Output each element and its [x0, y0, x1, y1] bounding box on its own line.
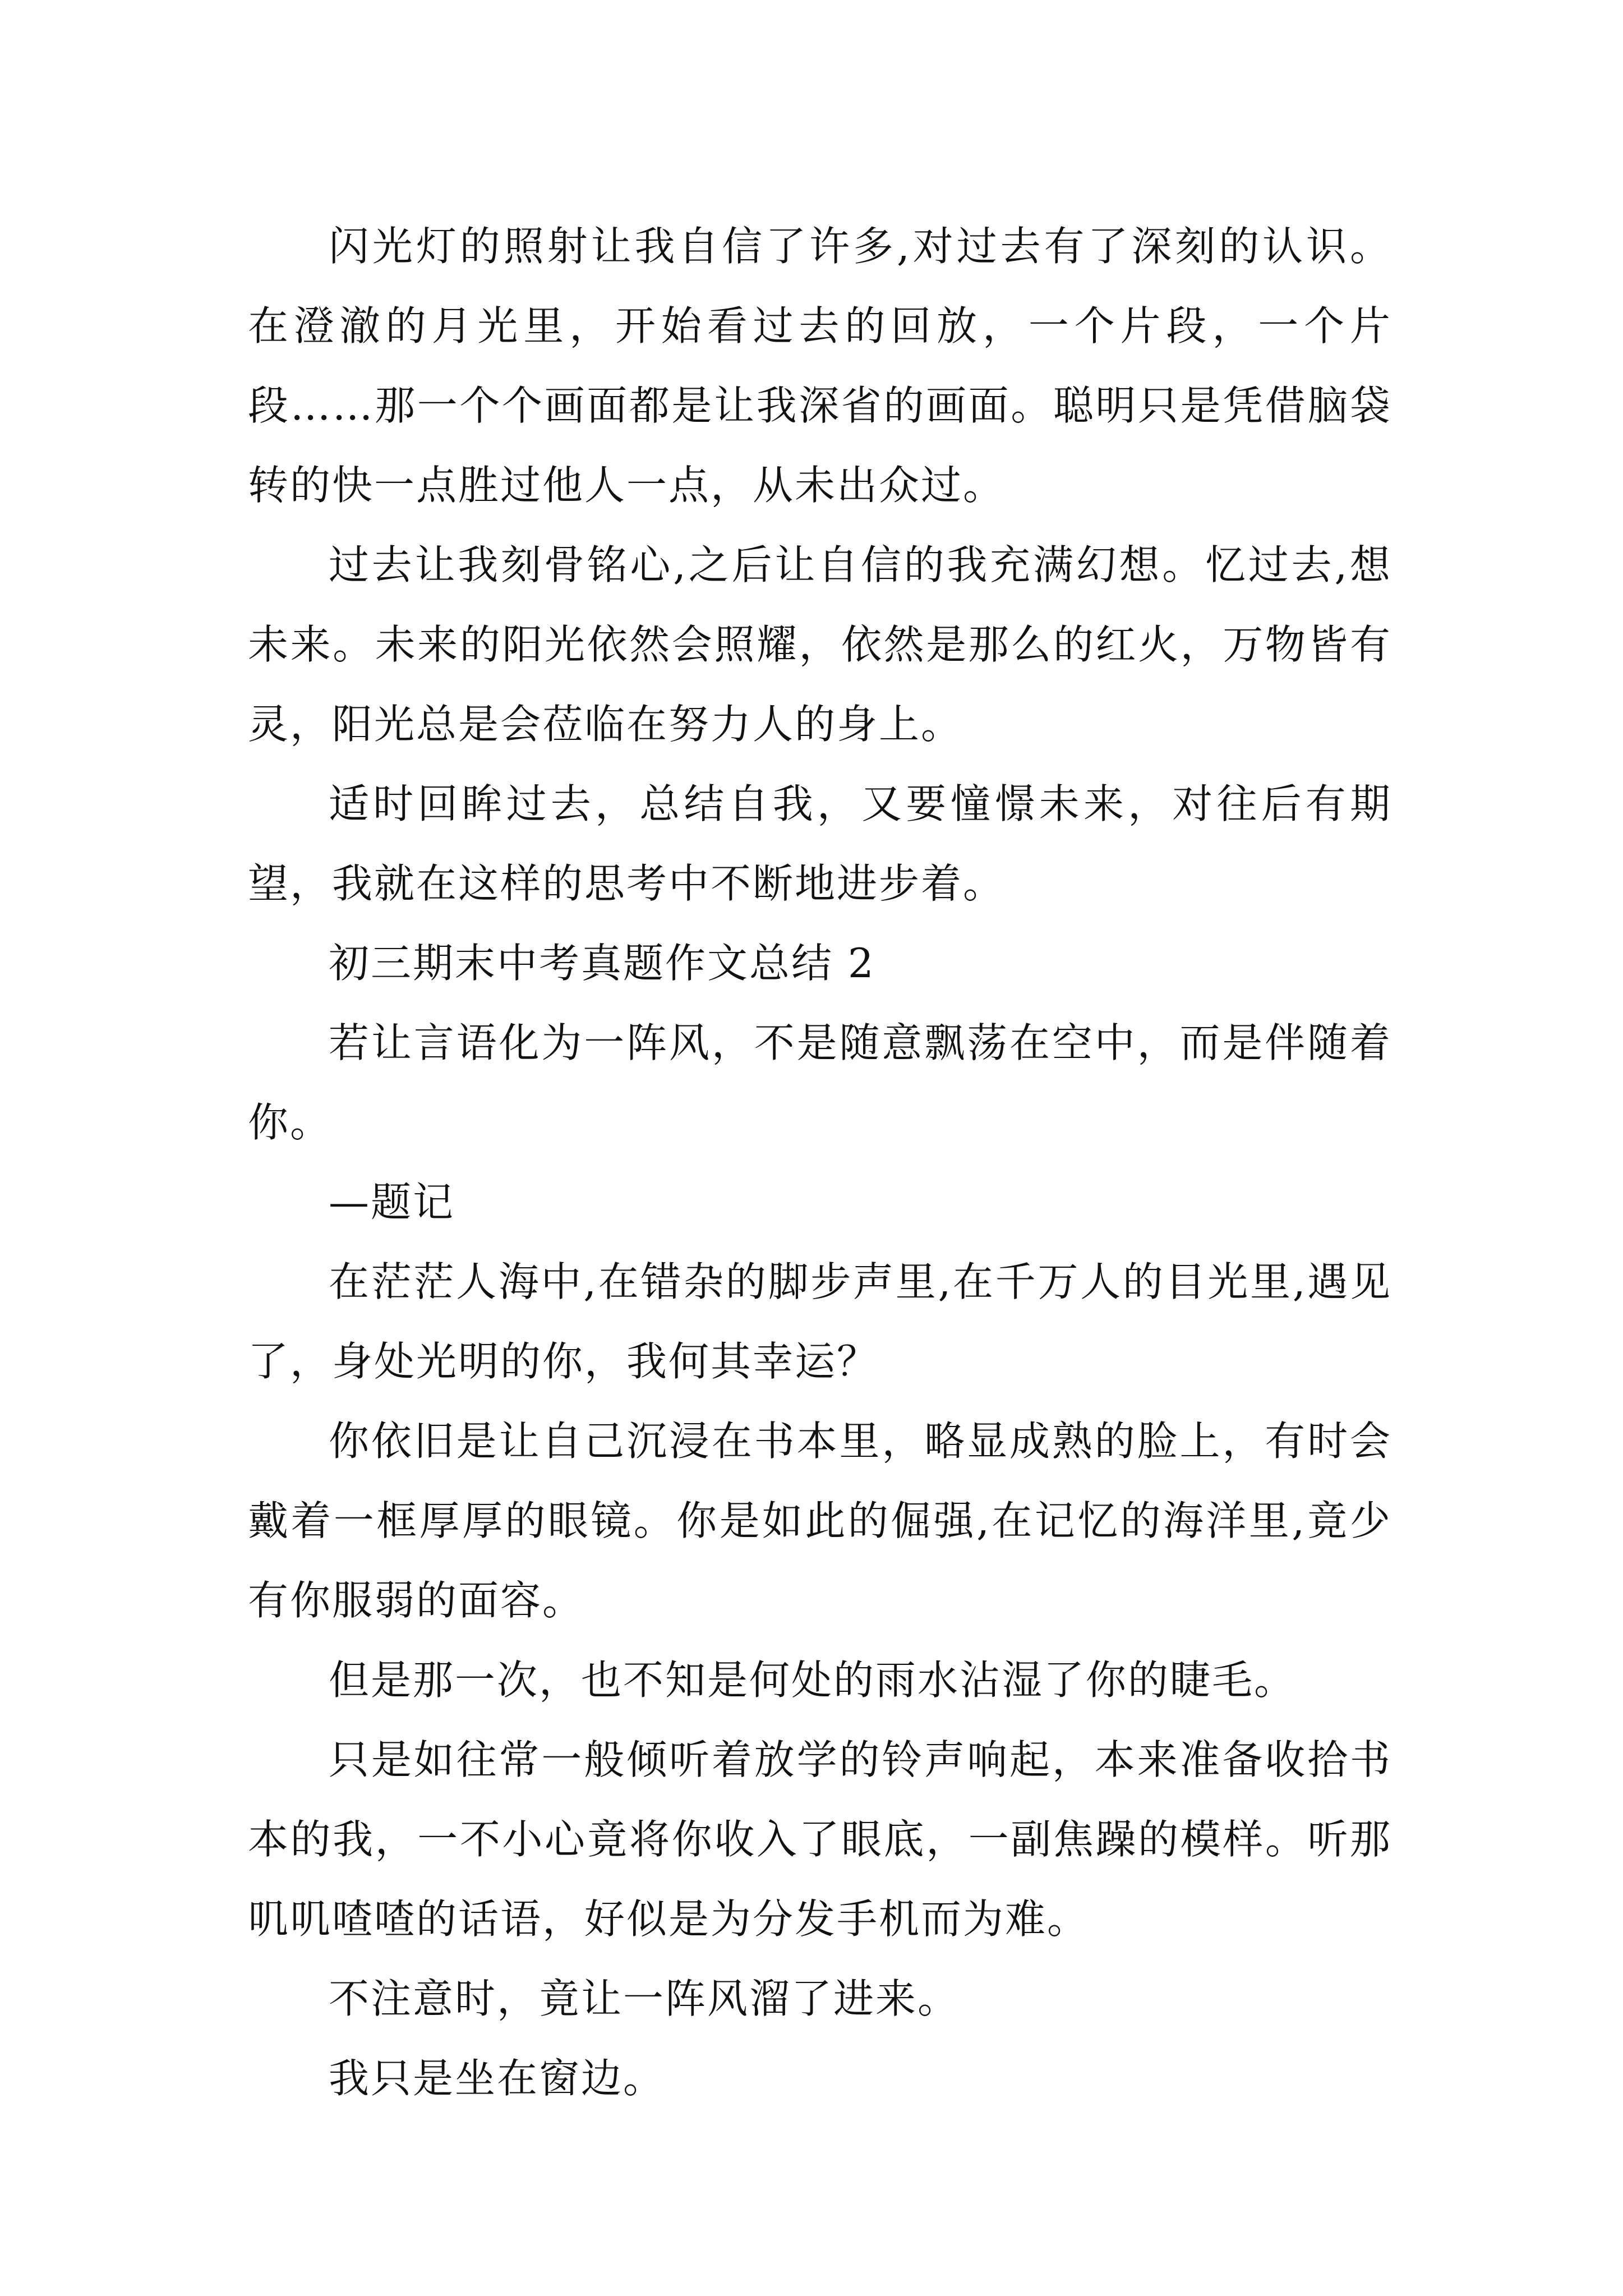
paragraph: 在茫茫人海中,在错杂的脚步声里,在千万人的目光里,遇见了，身处光明的你，我何其幸运？: [248, 1258, 1392, 1385]
paragraph: 不注意时，竟让一阵风溜了进来。: [329, 1975, 960, 2022]
epigraph-attribution: —题记: [329, 1179, 455, 1226]
paragraph: 闪光灯的照射让我自信了许多,对过去有了深刻的认识。在澄澈的月光里，开始看过去的回放，一个片段，一个片段……那一个个画面都是让我深省的画面。聪明只是凭借脑袋转的快一点胜过他人一点，从未出众过。: [248, 223, 1392, 509]
paragraph: 但是那一次，也不知是何处的雨水沾湿了你的睫毛。: [329, 1657, 1297, 1704]
paragraph: 适时回眸过去，总结自我，又要憧憬未来，对往后有期望，我就在这样的思考中不断地进步着。: [248, 780, 1392, 907]
paragraph: 过去让我刻骨铭心,之后让自信的我充满幻想。忆过去,想未来。未来的阳光依然会照耀，依然是那么的红火，万物皆有灵，阳光总是会莅临在努力人的身上。: [248, 541, 1392, 748]
paragraph: 我只是坐在窗边。: [329, 2055, 666, 2102]
section-heading: 初三期末中考真题作文总结 2: [329, 940, 875, 987]
paragraph: 你依旧是让自己沉浸在书本里，略显成熟的脸上，有时会戴着一框厚厚的眼镜。你是如此的倔强,在记忆的海洋里,竟少有你服弱的面容。: [248, 1418, 1392, 1624]
paragraph: 只是如往常一般倾听着放学的铃声响起，本来准备收拾书本的我，一不小心竟将你收入了眼底，一副焦躁的模样。听那叽叽喳喳的话语，好似是为分发手机而为难。: [248, 1736, 1392, 1943]
paragraph: 若让言语化为一阵风，不是随意飘荡在空中，而是伴随着你。: [248, 1019, 1392, 1146]
document-body: [248, 206, 1392, 2118]
